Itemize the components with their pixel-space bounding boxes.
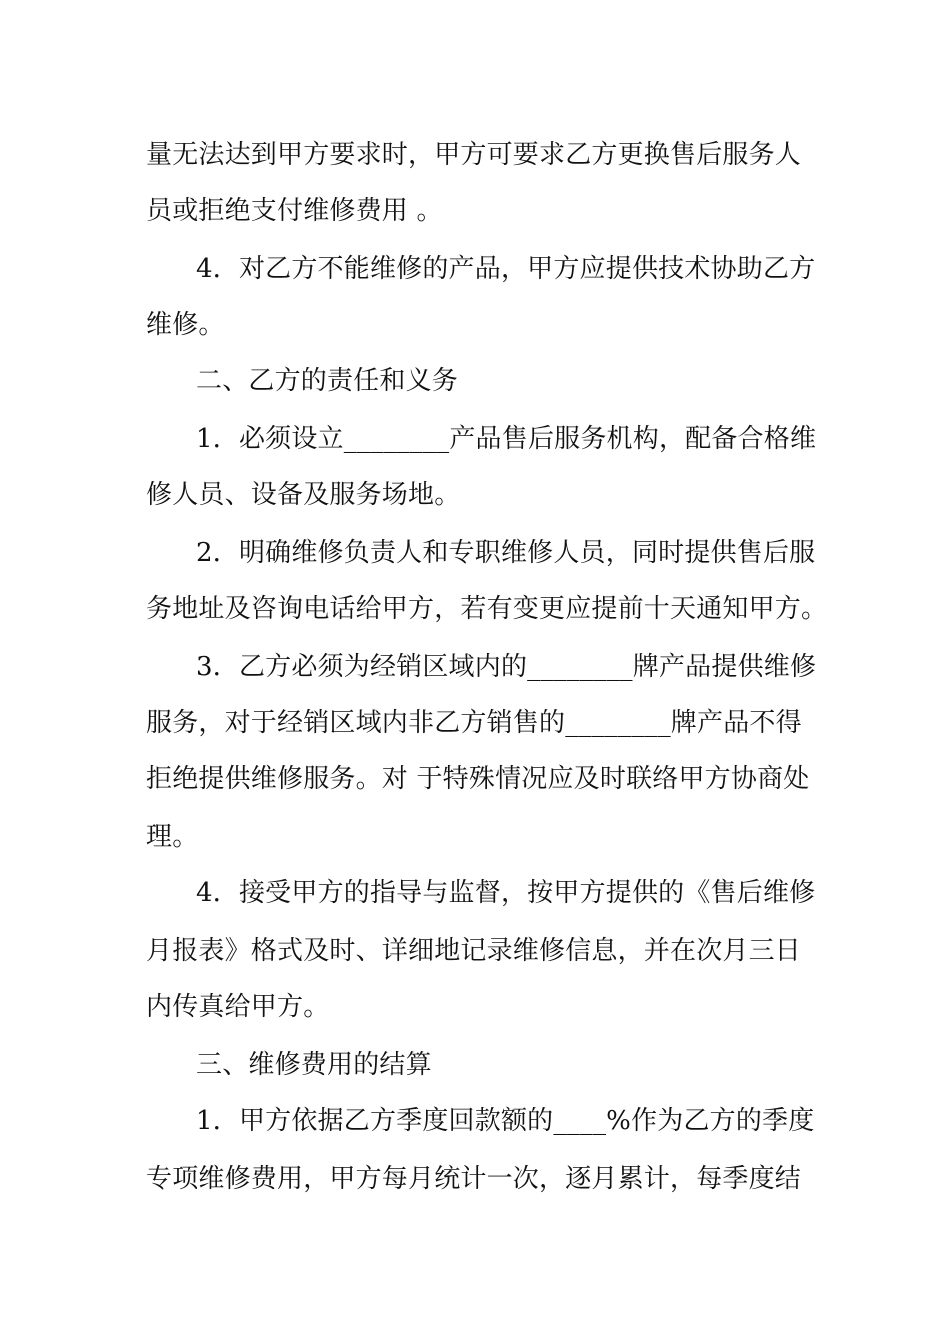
text-line: 3．乙方必须为经销区域内的________牌产品提供维修 xyxy=(196,652,817,682)
text-line: 理。 xyxy=(146,822,199,852)
text-line: 量无法达到甲方要求时，甲方可要求乙方更换售后服务人 xyxy=(146,140,802,170)
text-line: 修人员、设备及服务场地。 xyxy=(146,480,461,510)
section-heading: 三、维修费用的结算 xyxy=(196,1050,432,1080)
text-line: 月报表》格式及时、详细地记录维修信息，并在次月三日 xyxy=(146,936,802,966)
text-line: 2．明确维修负责人和专职维修人员，同时提供售后服 xyxy=(196,538,816,568)
text-line: 拒绝提供维修服务。对 于特殊情况应及时联络甲方协商处 xyxy=(146,764,810,794)
text-line: 服务，对于经销区域内非乙方销售的________牌产品不得 xyxy=(146,708,802,738)
text-line: 内传真给甲方。 xyxy=(146,992,330,1022)
text-line: 务地址及咨询电话给甲方，若有变更应提前十天通知甲方。 xyxy=(146,594,828,624)
text-line: 员或拒绝支付维修费用 。 xyxy=(146,196,443,226)
text-line: 1．必须设立________产品售后服务机构，配备合格维 xyxy=(196,424,817,454)
section-heading: 二、乙方的责任和义务 xyxy=(196,366,459,396)
text-line: 4．对乙方不能维修的产品，甲方应提供技术协助乙方 xyxy=(196,254,816,284)
text-line: 维修。 xyxy=(146,310,225,340)
text-line: 1．甲方依据乙方季度回款额的____%作为乙方的季度 xyxy=(196,1106,815,1136)
text-line: 4．接受甲方的指导与监督，按甲方提供的《售后维修 xyxy=(196,878,816,908)
text-line: 专项维修费用，甲方每月统计一次，逐月累计，每季度结 xyxy=(146,1164,802,1194)
